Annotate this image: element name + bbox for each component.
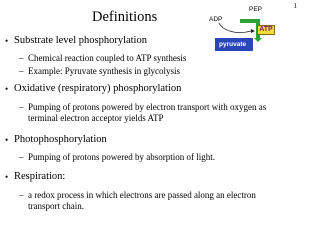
bullet-heading: Respiration:: [14, 171, 66, 182]
sub-item: [19, 152, 287, 163]
dash-mark: –: [19, 66, 24, 76]
bullet-mark: •: [5, 172, 9, 182]
pep-label: PEP: [249, 6, 263, 13]
sub-item-text: Chemical reaction coupled to ATP synthesis: [28, 53, 187, 63]
bullet-mark: •: [5, 135, 9, 145]
page-number: 1: [293, 2, 297, 10]
sub-item: [19, 53, 287, 64]
bullet-heading: Substrate level phosphorylation: [14, 35, 147, 46]
slide-title: Definitions: [92, 9, 158, 25]
sub-item-text: Pumping of protons powered by electron transport with oxygen as terminal electron acceptor yields ATP: [28, 102, 267, 123]
bullet-mark: •: [5, 84, 9, 94]
dash-mark: –: [19, 190, 24, 200]
atp-label: ATP: [257, 25, 275, 35]
sub-item: [19, 190, 287, 211]
sub-item-text: Example: Pyruvate synthesis in glycolysis: [28, 66, 180, 76]
sub-item-text: a redox process in which electrons are passed along an electron transport chain.: [28, 190, 256, 211]
dash-mark: –: [19, 53, 24, 63]
bullet-heading: Photophosphorylation: [14, 134, 107, 145]
dash-mark: –: [19, 102, 24, 112]
sub-item: [19, 66, 287, 77]
bullet-mark: •: [5, 36, 9, 46]
dash-mark: –: [19, 152, 24, 162]
bullet-heading: Oxidative (respiratory) phosphorylation: [14, 83, 182, 94]
pyruvate-label: pyruvate: [219, 41, 247, 48]
sub-item: [19, 102, 287, 123]
adp-label: ADP: [209, 16, 223, 23]
sub-item-text: Pumping of protons powered by absorption of light.: [28, 152, 215, 162]
